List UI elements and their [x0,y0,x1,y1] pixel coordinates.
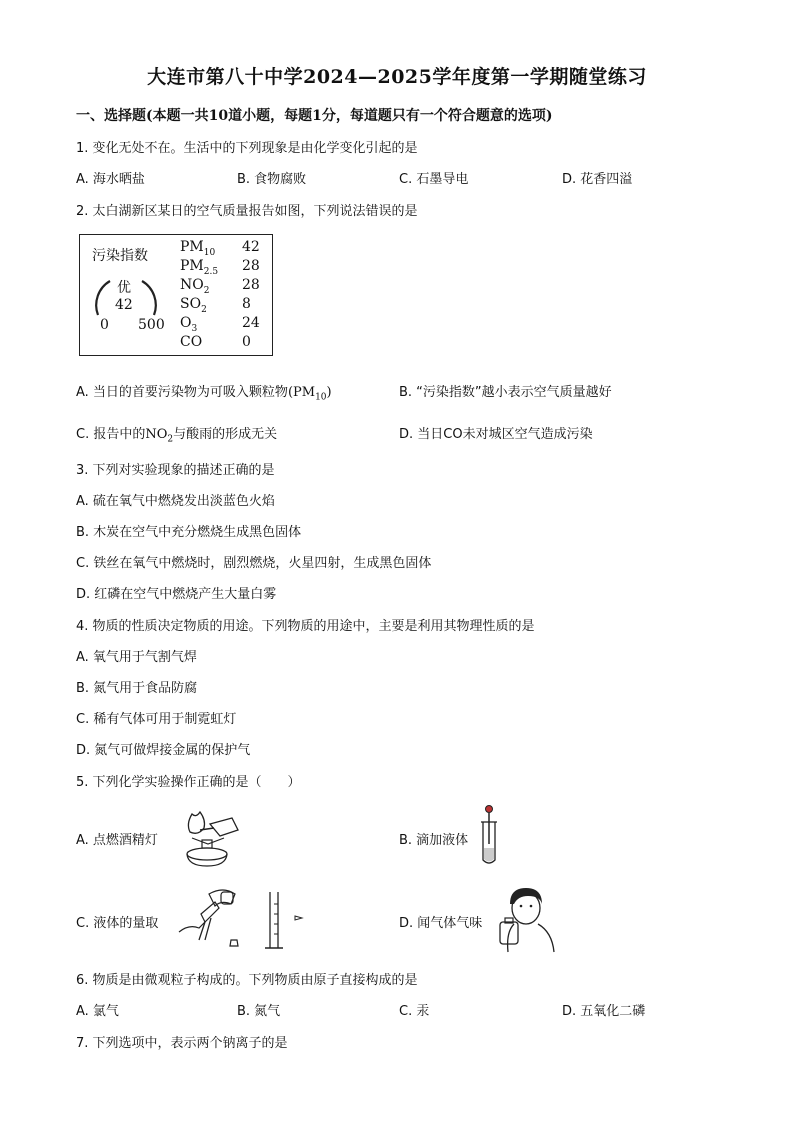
pollutant-pm25-value: 28 [242,258,260,274]
q3-option-a: A. 硫在氧气中燃烧发出淡蓝色火焰 [76,494,275,509]
pollutant-pm10-value: 42 [242,239,260,255]
smelling-gas-figure [496,884,560,954]
gauge-min: 0 [100,317,109,333]
pollutant-pm10: $PM_{10}$ [180,239,216,258]
gauge-max: 500 [138,317,165,333]
q6-option-b: B. 氮气 [237,1004,281,1019]
pollution-index-label: 污染指数 [92,248,148,264]
pollutant-co: CO [180,334,203,350]
q3-option-d: D. 红磷在空气中燃烧产生大量白雾 [76,587,277,602]
pollutant-o3-value: 24 [242,315,260,331]
q4-option-b: B. 氮气用于食品防腐 [76,681,198,696]
section-heading: 一、选择题(本题一共10道小题，每题1分，每道题只有一个符合题意的选项) [76,108,553,124]
q1-option-a: A. 海水晒盐 [76,172,145,187]
q2-option-a: A. 当日的首要污染物为可吸入颗粒物$(PM_{10})$ [76,385,332,403]
q1-option-d: D. 花香四溢 [562,172,633,187]
q3-option-c: C. 铁丝在氧气中燃烧时，剧烈燃烧，火星四射，生成黑色固体 [76,556,432,571]
air-quality-report [79,234,273,356]
air-quality-level: 优 [117,280,131,296]
question-4-stem: 4. 物质的性质决定物质的用途。下列物质的用途中，主要是利用其物理性质的是 [76,619,535,634]
pollutant-no2-value: 28 [242,277,260,293]
measuring-cylinder-figure [175,884,305,954]
q2-option-b: B. “污染指数”越小表示空气质量越好 [399,385,612,400]
pollutant-so2-value: 8 [242,296,251,312]
q4-option-d: D. 氮气可做焊接金属的保护气 [76,743,251,758]
question-1-stem: 1. 变化无处不在。生活中的下列现象是由化学变化引起的是 [76,141,418,156]
pollutant-o3: $O_3$ [180,315,198,334]
question-5-stem: 5. 下列化学实验操作正确的是（ ） [76,775,301,790]
q3-option-b: B. 木炭在空气中充分燃烧生成黑色固体 [76,525,302,540]
q5-option-a: A. 点燃酒精灯 [76,833,158,848]
q5-option-b: B. 滴加液体 [399,833,469,848]
q2-option-d: D. 当日CO未对城区空气造成污染 [399,427,593,442]
question-2-stem: 2. 太白湖新区某日的空气质量报告如图，下列说法错误的是 [76,204,418,219]
q4-option-a: A. 氧气用于气割气焊 [76,650,197,665]
q5-option-c: C. 液体的量取 [76,916,159,931]
alcohol-lamp-lighting-figure [172,802,244,872]
question-3-stem: 3. 下列对实验现象的描述正确的是 [76,463,275,478]
q5-option-d: D. 闻气体气味 [399,916,483,931]
q1-option-b: B. 食物腐败 [237,172,307,187]
dropper-test-tube-figure [476,804,502,866]
q6-option-d: D. 五氧化二磷 [562,1004,646,1019]
question-7-stem: 7. 下列选项中，表示两个钠离子的是 [76,1036,288,1051]
pollutant-so2: $SO_2$ [180,296,207,315]
pollution-index-value: 42 [115,297,133,313]
q6-option-c: C. 汞 [399,1004,430,1019]
question-6-stem: 6. 物质是由微观粒子构成的。下列物质由原子直接构成的是 [76,973,418,988]
pollutant-co-value: 0 [242,334,251,350]
q4-option-c: C. 稀有气体可用于制霓虹灯 [76,712,237,727]
pollutant-no2: $NO_2$ [180,277,210,296]
q2-option-c: C. 报告中的$NO_2$与酸雨的形成无关 [76,427,278,445]
q6-option-a: A. 氯气 [76,1004,119,1019]
page-title: 大连市第八十中学2024—2025学年度第一学期随堂练习 [147,66,647,88]
pollutant-pm25: $PM_{2.5}$ [180,258,219,277]
q1-option-c: C. 石墨导电 [399,172,469,187]
